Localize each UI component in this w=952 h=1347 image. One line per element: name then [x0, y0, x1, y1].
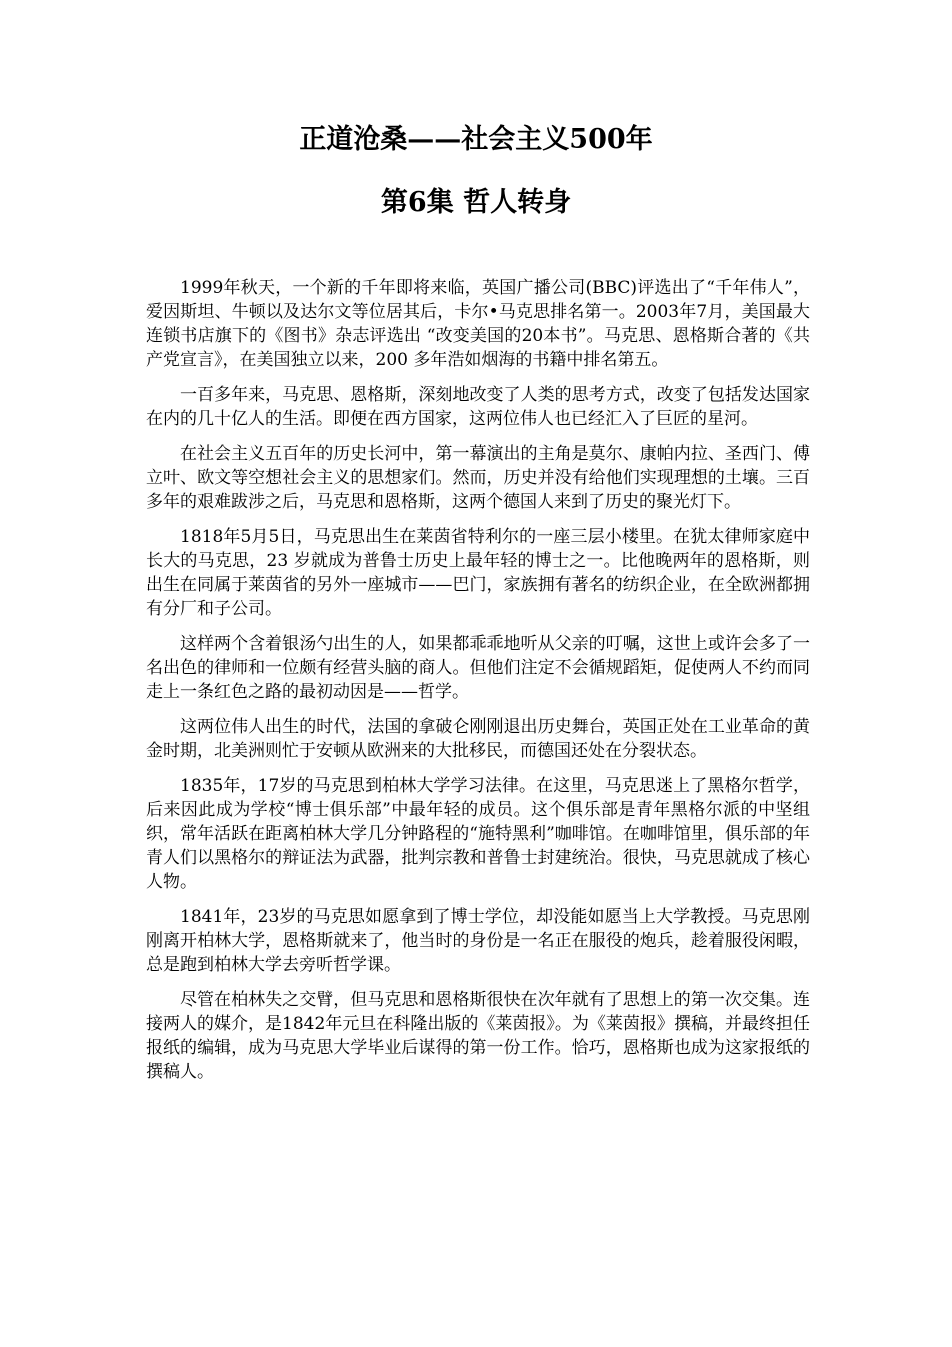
- paragraph: 这两位伟人出生的时代，法国的拿破仑刚刚退出历史舞台，英国正处在工业革命的黄金时期，北美洲则忙于安顿从欧洲来的大批移民，而德国还处在分裂状态。: [146, 717, 810, 761]
- paragraph: 1818年5月5日，马克思出生在莱茵省特利尔的一座三层小楼里。在犹太律师家庭中长大的马克思，23 岁就成为普鲁士历史上最年轻的博士之一。比他晚两年的恩格斯，则出生在同属于莱茵省的另外一座城市——巴门，家族拥有著名的纺织企业，在全欧洲都拥有分厂和子公司。: [146, 527, 810, 619]
- paragraph: 在社会主义五百年的历史长河中，第一幕演出的主角是莫尔、康帕内拉、圣西门、傅立叶、欧文等空想社会主义的思想家们。然而，历史并没有给他们实现理想的土壤。三百多年的艰难跋涉之后，马克思和恩格斯，这两个德国人来到了历史的聚光灯下。: [146, 444, 810, 512]
- paragraph: 1999年秋天，一个新的千年即将来临，英国广播公司(BBC)评选出了“千年伟人”，爱因斯坦、牛顿以及达尔文等位居其后，卡尔•马克思排名第一。2003年7月，美国最大连锁书店旗下的《图书》杂志评选出 “改变美国的20本书”。马克思、恩格斯合著的《共产党宣言》，在美国独立以来，200 多年浩如烟海的书籍中排名第五。: [146, 278, 810, 370]
- paragraph: 1841年，23岁的马克思如愿拿到了博士学位，却没能如愿当上大学教授。马克思刚刚离开柏林大学，恩格斯就来了，他当时的身份是一名正在服役的炮兵，趁着服役闲暇，总是跑到柏林大学去旁听哲学课。: [146, 907, 810, 975]
- paragraph: 这样两个含着银汤勺出生的人，如果都乖乖地听从父亲的叮嘱，这世上或许会多了一名出色的律师和一位颇有经营头脑的商人。但他们注定不会循规蹈矩，促使两人不约而同走上一条红色之路的最初动因是——哲学。: [146, 634, 810, 702]
- paragraph: 1835年，17岁的马克思到柏林大学学习法律。在这里，马克思迷上了黑格尔哲学，后来因此成为学校“博士俱乐部”中最年轻的成员。这个俱乐部是青年黑格尔派的中坚组织，常年活跃在距离柏林大学几分钟路程的“施特黑利”咖啡馆。在咖啡馆里，俱乐部的年青人们以黑格尔的辩证法为武器，批判宗教和普鲁士封建统治。很快，马克思就成了核心人物。: [146, 776, 810, 892]
- document-title: 正道沧桑——社会主义500年: [299, 124, 653, 155]
- episode-subtitle: 第6集 哲人转身: [380, 187, 572, 218]
- paragraph: 尽管在柏林失之交臂，但马克思和恩格斯很快在次年就有了思想上的第一次交集。连接两人的媒介，是1842年元旦在科隆出版的《莱茵报》。为《莱茵报》撰稿，并最终担任报纸的编辑，成为马克思大学毕业后谋得的第一份工作。恰巧，恩格斯也成为这家报纸的撰稿人。: [146, 990, 810, 1082]
- paragraph: 一百多年来，马克思、恩格斯，深刻地改变了人类的思考方式，改变了包括发达国家在内的几十亿人的生活。即便在西方国家，这两位伟人也已经汇入了巨匠的星河。: [146, 385, 810, 429]
- document-body: [146, 276, 810, 1095]
